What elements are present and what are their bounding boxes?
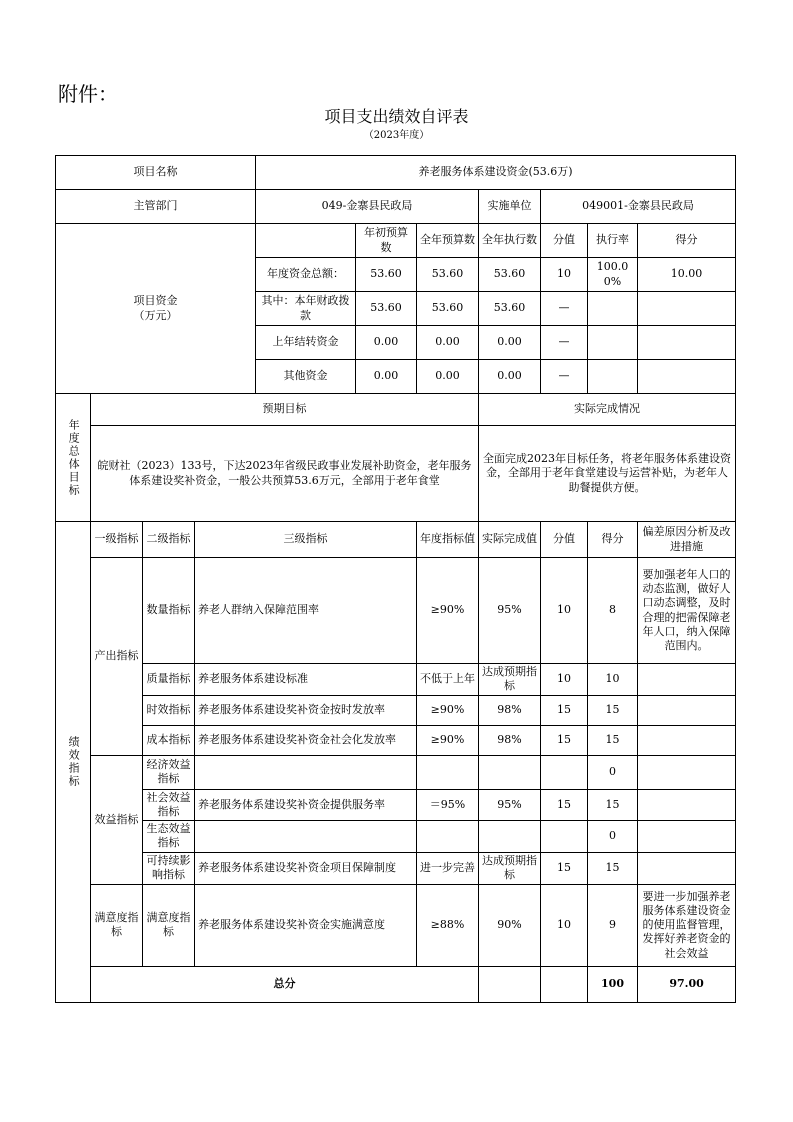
funds-header-initial: 年初预算数 [356, 224, 417, 258]
ind-actual: 98% [479, 725, 541, 755]
funds-cell [638, 326, 736, 360]
ind-weight: 15 [541, 725, 588, 755]
funds-header-score: 得分 [638, 224, 736, 258]
project-name-value: 养老服务体系建设资金(53.6万) [256, 156, 736, 190]
ind-l2: 满意度指标 [143, 884, 195, 966]
funds-cell: 0.00 [356, 360, 417, 394]
funds-label: 项目资金 （万元） [56, 224, 256, 394]
ind-actual: 98% [479, 695, 541, 725]
ind-note [638, 821, 736, 853]
funds-cell: 53.60 [356, 258, 417, 292]
ind-l2: 经济效益指标 [143, 755, 195, 789]
ind-score: 8 [588, 558, 638, 664]
funds-row-label: 其他资金 [256, 360, 356, 394]
ind-target [417, 755, 479, 789]
funds-cell: 53.60 [356, 292, 417, 326]
ind-actual: 95% [479, 789, 541, 821]
ind-target: ≥90% [417, 558, 479, 664]
ind-header-actual: 实际完成值 [479, 522, 541, 558]
ind-actual [479, 821, 541, 853]
ind-actual: 达成预期指标 [479, 664, 541, 696]
funds-cell: 53.60 [479, 292, 541, 326]
attachment-label: 附件： [58, 82, 118, 106]
funds-cell: — [541, 326, 588, 360]
ind-l3: 养老人群纳入保障范围率 [195, 558, 417, 664]
ind-score: 15 [588, 725, 638, 755]
ind-target: ≥88% [417, 884, 479, 966]
ind-note [638, 695, 736, 725]
ind-score: 0 [588, 821, 638, 853]
ind-l3: 养老服务体系建设奖补资金提供服务率 [195, 789, 417, 821]
impl-label: 实施单位 [479, 190, 541, 224]
funds-cell: 53.60 [479, 258, 541, 292]
ind-weight: 10 [541, 558, 588, 664]
ind-note [638, 789, 736, 821]
funds-cell: 10 [541, 258, 588, 292]
funds-row-label: 年度资金总额： [256, 258, 356, 292]
funds-header-weight: 分值 [541, 224, 588, 258]
funds-cell [588, 292, 638, 326]
funds-cell [638, 360, 736, 394]
funds-cell: — [541, 292, 588, 326]
ind-target [417, 821, 479, 853]
funds-header-executed: 全年执行数 [479, 224, 541, 258]
ind-header-l3: 三级指标 [195, 522, 417, 558]
funds-header-blank [256, 224, 356, 258]
funds-cell: 53.60 [417, 292, 479, 326]
funds-cell: 0.00 [417, 326, 479, 360]
funds-cell: 100.00% [588, 258, 638, 292]
ind-score: 0 [588, 755, 638, 789]
dept-label: 主管部门 [56, 190, 256, 224]
ind-header-note: 偏差原因分析及改进措施 [638, 522, 736, 558]
benefit-indicator-label: 效益指标 [91, 755, 143, 884]
funds-row-label: 上年结转资金 [256, 326, 356, 360]
ind-weight: 10 [541, 664, 588, 696]
expected-goal-text: 皖财社（2023）133号，下达2023年省级民政事业发展补助资金，老年服务体系建设奖补资金，一般公共预算53.6万元，全部用于老年食堂 [91, 426, 479, 522]
ind-header-score: 得分 [588, 522, 638, 558]
funds-cell: 0.00 [356, 326, 417, 360]
ind-note: 要进一步加强养老服务体系建设资金的使用监督管理，发挥好养老资金的社会效益 [638, 884, 736, 966]
ind-l2: 数量指标 [143, 558, 195, 664]
funds-cell: 0.00 [479, 360, 541, 394]
ind-l3: 养老服务体系建设奖补资金实施满意度 [195, 884, 417, 966]
funds-header-annual: 全年预算数 [417, 224, 479, 258]
ind-weight: 15 [541, 789, 588, 821]
impl-value: 049001-金寨县民政局 [541, 190, 736, 224]
ind-actual: 达成预期指标 [479, 852, 541, 884]
ind-score: 15 [588, 695, 638, 725]
ind-l3 [195, 755, 417, 789]
total-weight: 100 [588, 966, 638, 1002]
ind-l3: 养老服务体系建设奖补资金社会化发放率 [195, 725, 417, 755]
total-label: 总分 [91, 966, 479, 1002]
ind-header-weight: 分值 [541, 522, 588, 558]
ind-note [638, 664, 736, 696]
funds-cell [588, 326, 638, 360]
ind-weight [541, 821, 588, 853]
ind-note [638, 725, 736, 755]
ind-weight: 15 [541, 852, 588, 884]
funds-cell [638, 292, 736, 326]
funds-header-rate: 执行率 [588, 224, 638, 258]
ind-note [638, 755, 736, 789]
dept-value: 049-金寨县民政局 [256, 190, 479, 224]
funds-cell: 10.00 [638, 258, 736, 292]
ind-l2: 质量指标 [143, 664, 195, 696]
ind-l3: 养老服务体系建设标准 [195, 664, 417, 696]
project-name-label: 项目名称 [56, 156, 256, 190]
ind-l2: 社会效益指标 [143, 789, 195, 821]
ind-score: 15 [588, 852, 638, 884]
ind-l2: 可持续影响指标 [143, 852, 195, 884]
ind-target: ≥90% [417, 725, 479, 755]
ind-weight: 15 [541, 695, 588, 725]
funds-cell: 0.00 [479, 326, 541, 360]
funds-cell [588, 360, 638, 394]
satisfaction-indicator-label: 满意度指标 [91, 884, 143, 966]
ind-l2: 时效指标 [143, 695, 195, 725]
page-title: 项目支出绩效自评表 [324, 107, 469, 126]
ind-actual [479, 755, 541, 789]
report-year: （2023年度） [363, 130, 430, 141]
indicators-label: 绩效指标 [56, 522, 91, 1003]
funds-cell: 0.00 [417, 360, 479, 394]
actual-result-text: 全面完成2023年目标任务，将老年服务体系建设资金，全部用于老年食堂建设与运营补贴，为老年人助餐提供方便。 [479, 426, 736, 522]
ind-note [638, 852, 736, 884]
goals-label: 年度总体目标 [56, 394, 91, 522]
ind-target: 不低于上年 [417, 664, 479, 696]
ind-target: ≥90% [417, 695, 479, 725]
ind-header-target: 年度指标值 [417, 522, 479, 558]
ind-weight [541, 755, 588, 789]
ind-score: 9 [588, 884, 638, 966]
total-blank [479, 966, 541, 1002]
performance-table [55, 155, 736, 1003]
ind-l3: 养老服务体系建设奖补资金按时发放率 [195, 695, 417, 725]
ind-header-l2: 二级指标 [143, 522, 195, 558]
ind-score: 15 [588, 789, 638, 821]
actual-result-header: 实际完成情况 [479, 394, 736, 426]
ind-weight: 10 [541, 884, 588, 966]
total-blank [541, 966, 588, 1002]
ind-l3: 养老服务体系建设奖补资金项目保障制度 [195, 852, 417, 884]
ind-target: ＝95% [417, 789, 479, 821]
funds-cell: 53.60 [417, 258, 479, 292]
total-score: 97.00 [638, 966, 736, 1002]
ind-l2: 成本指标 [143, 725, 195, 755]
funds-cell: — [541, 360, 588, 394]
ind-l2: 生态效益指标 [143, 821, 195, 853]
funds-row-label: 其中：本年财政拨款 [256, 292, 356, 326]
ind-actual: 95% [479, 558, 541, 664]
ind-note: 要加强老年人口的动态监测，做好人口动态调整，及时合理的把需保障老年人口，纳入保障范围内。 [638, 558, 736, 664]
ind-target: 进一步完善 [417, 852, 479, 884]
ind-header-l1: 一级指标 [91, 522, 143, 558]
ind-l3 [195, 821, 417, 853]
expected-goal-header: 预期目标 [91, 394, 479, 426]
ind-actual: 90% [479, 884, 541, 966]
ind-score: 10 [588, 664, 638, 696]
output-indicator-label: 产出指标 [91, 558, 143, 756]
